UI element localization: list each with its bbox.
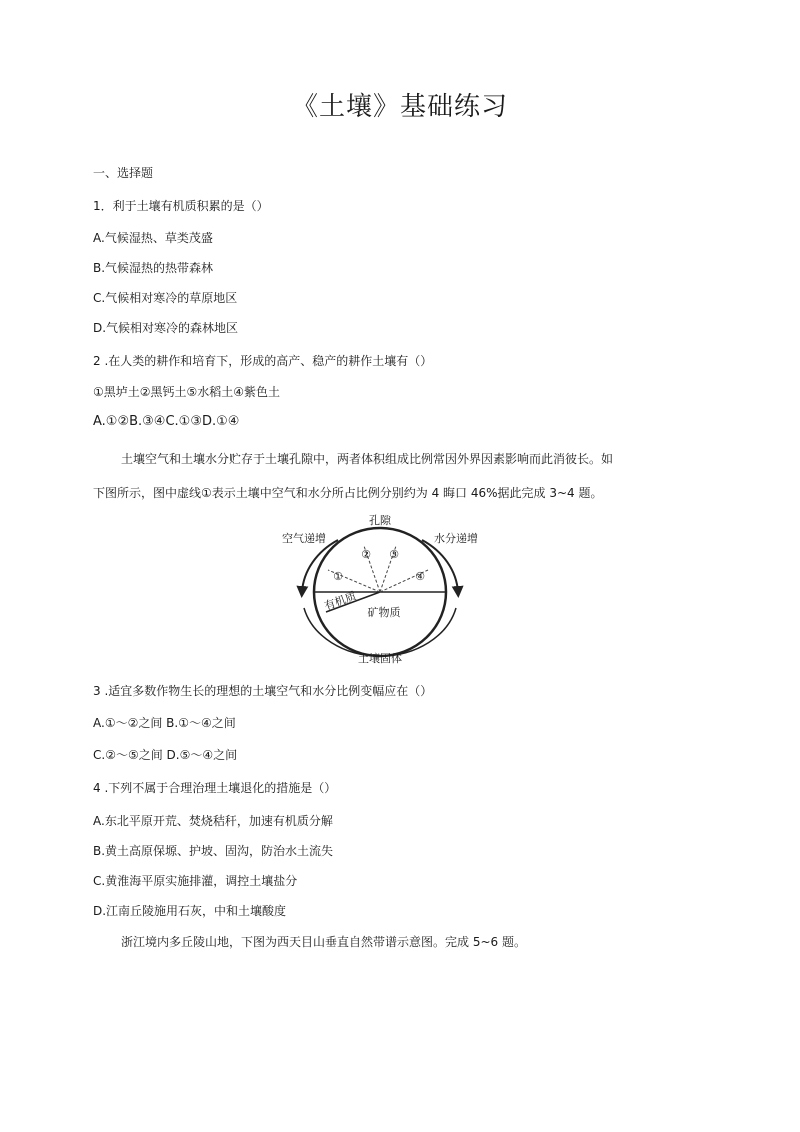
question-1-option-d: D.气候相对寒冷的森林地区: [93, 321, 239, 335]
question-4-option-d: D.江南丘陵施用石灰，中和土壤酸度: [93, 904, 287, 918]
question-1-option-b: B.气候湿热的热带森林: [93, 261, 214, 275]
question-1-option-a: A.气候湿热、草类茂盛: [93, 231, 213, 245]
question-3-options-ab: A.①～②之间 B.①～④之间: [93, 716, 236, 730]
question-3-stem: 3 .适宜多数作物生长的理想的土壤空气和水分比例变幅应在（）: [93, 684, 433, 698]
question-2-options: A.①②B.③④C.①③D.①④: [93, 414, 240, 429]
passage-soil-air-water: 土壤空气和土壤水分贮存于土壤孔隙中，两者体积组成比例常因外界因素影响而此消彼长。如下图所示，图中虚线①表示土壤中空气和水分所占比例分别约为 4 晦口 46%据此完成 3~4 题。: [93, 452, 614, 500]
question-4-option-b: B.黄土高原保塬、护坡、固沟，防治水土流失: [93, 844, 334, 858]
section-heading: 一、选择题: [93, 166, 154, 180]
question-1-option-c: C.气候相对寒冷的草原地区: [93, 291, 238, 305]
label-water-increase: 水分递增: [434, 532, 478, 545]
marker-4: ④: [415, 570, 425, 583]
page-title: 《土壤》基础练习: [291, 92, 508, 122]
marker-2: ②: [361, 548, 371, 561]
soil-composition-diagram: [280, 512, 480, 668]
marker-1: ①: [333, 570, 343, 583]
question-4-option-c: C.黄淮海平原实施排灌，调控土壤盐分: [93, 874, 298, 888]
question-4-stem: 4 .下列不属于合理治理土壤退化的措施是（）: [93, 781, 337, 795]
label-soil-solid: 土壤固体: [358, 652, 402, 665]
label-air-increase: 空气递增: [282, 532, 326, 545]
label-organic-matter: 有机质: [322, 589, 359, 613]
marker-3: ③: [389, 548, 399, 561]
label-pores: 孔隙: [369, 514, 391, 527]
question-2-stem: 2 .在人类的耕作和培育下，形成的高产、稳产的耕作土壤有（）: [93, 354, 433, 368]
passage-xitianmu: 浙江境内多丘陵山地，下图为西天目山垂直自然带谱示意图。完成 5~6 题。: [121, 935, 526, 949]
label-mineral: 矿物质: [367, 606, 401, 619]
question-1-stem: 1．利于土壤有机质积累的是（）: [93, 199, 269, 213]
question-2-items: ①黑垆土②黑钙土⑤水稻土④紫色土: [93, 385, 281, 399]
question-3-options-cd: C.②～⑤之间 D.⑤～④之间: [93, 748, 238, 762]
question-4-option-a: A.东北平原开荒、焚烧秸秆，加速有机质分解: [93, 814, 333, 828]
